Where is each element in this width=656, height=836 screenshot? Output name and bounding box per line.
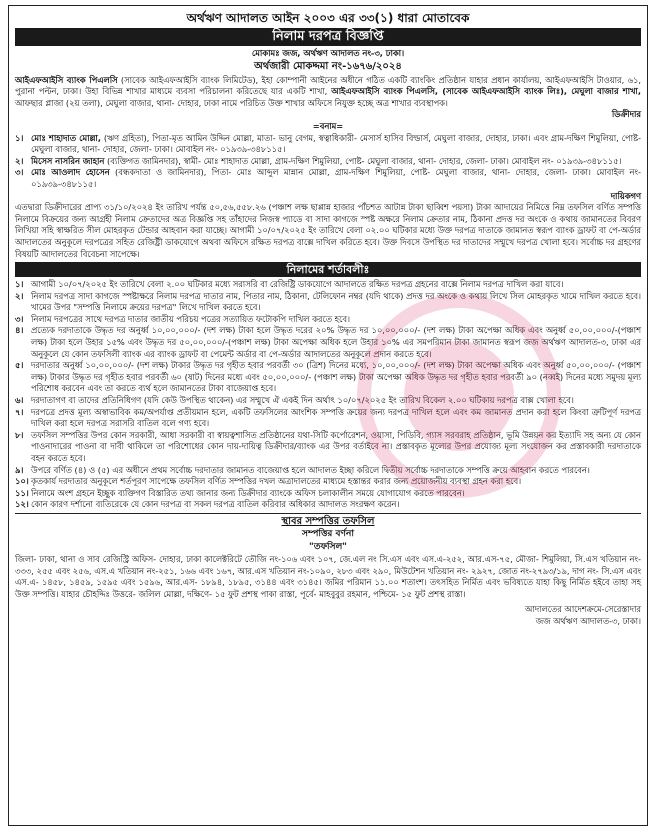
debtor-item <box>15 156 641 168</box>
branch-name: আইএফআইসি ব্যাংক পিএলসি, (সাবেক আইএফআইসি ব্যাংক লিঃ), মেঘুলা বাজার শাখা, <box>331 86 641 97</box>
term-number: ৬। <box>15 395 24 406</box>
term-text: কোন কারণ দর্শানো ব্যতিরেকে যে কোন দরপত্র বা সকল দরপত্র বাতিল করিবার অধিকার আদালত সংরক্ষণ করেন। <box>31 499 400 510</box>
intro-text: (সাবেক আইএফআইসি ব্যাংক লিমিটেড), ইহা কোম্পানী আইনের অধীনে গঠিত একটি ব্যাংকিং প্রতিষ্ঠান যাহার প্রধান কার্যালয়, আইএফআইসি টাওয়ার, ৬১, পুরানা পল্টন, ঢাকা। উহা বিভিন্ন শাখার মাধ্যমে ব্যবসা পরিচালনা করিতেছে যার একটি শাখা, <box>15 74 642 97</box>
main-paragraph: এতদ্বারা ডিক্রীদারের প্রাপ্য ৩১/১০/২০২৪ ইং তারিখ পর্যন্ত ৫০,৫৬,৫৫৮.২৬ (পঞ্চাশ লক্ষ ছাপ্পান্ন হাজার পাঁচশত আটান্ন টাকা ছাব্বিশ পয়সা) টাকা আদায়ের নিমিত্তে নিম্ন তফসিল বর্ণিত সম্পত্তি নিলামে বিক্রয়ের জন্য আগ্রহী নিলাম ক্রেতাদের অত্র বিজ্ঞপ্তি সহ তাঁহাদের নিজস্ব প্যাডে বা সাদা কাগজে স্পষ্ট অক্ষরে নিলাম ক্রেতার নাম, ঠিকানা প্রদত্ত দর অংকে ও কথায় জামানতের বিবরণ লিখিয়া সহি স্বাক্ষরিত সীল মোহরকৃত টেন্ডার আহবান করা যাচ্ছে। আগামী ১০/০৭/২০২৫ ইং তারিখে বেলা ০২.০০ ঘটিকার মধ্যে উক্ত দরপত্র দাতাকে জামানত স্বরূপ ব্যাংক ড্রাফট বা পে-অর্ডার আদালতের অনুকূলে দরপত্রের সহিত রেজিষ্ট্রী ডাকযোগে অথবা অফিসে রক্ষিত দরপত্র বাক্সে দাখিল করিতে হবে। উক্ত দিবসে উপস্থিত দর দাতাদের সম্মুখে দরপত্র খোলা হবে। সর্বোচ্চ দর গ্রহণের বিষয়টি আদালতের বিবেচনা সাপেক্ষে। <box>15 202 641 259</box>
schedule-title: স্থাবর সম্পত্তির তফসিল <box>281 515 375 527</box>
term-number: ১০। <box>15 476 29 487</box>
term-text: তফসিল সম্পত্তির উপর কোন সরকারী, আধা সরকারী বা স্বায়ত্বশাসিত প্রতিষ্ঠানের যথা-সিটি কর্পোরেশন, ওয়াসা, পিডিবি, গ্যাস সরবরাহ প্রতিষ্ঠান, ভূমি উন্নয়ন কর ইত্যাদি সহ অন্য যে কোন পাওনাদারের পাওনা বা দাবী থাকিলে তা পরিশোধের কোন দায়-দায়িত্ব ডিক্রীদার/ব্যাংক এর উপর বর্তাইবে না। প্রস্তাবকৃত মূল্যের উপর প্রযোজ্য মূল্য সংযোজন কর প্রস্তাবকারী দরদাতাকে বহন করতে হবে। <box>31 429 641 463</box>
intro-paragraph <box>15 75 641 110</box>
term-item <box>15 499 641 511</box>
term-item <box>15 360 641 395</box>
term-number: ৮। <box>15 429 24 440</box>
notice-page <box>8 5 648 826</box>
debtor-item <box>15 167 641 190</box>
bank-name: আইএফআইসি ব্যাংক পিএলসি <box>15 74 118 85</box>
debtor-number: ১। <box>15 132 24 143</box>
debtor-item <box>15 133 641 156</box>
act-line: অর্থঋণ আদালত আইন ২০০৩ এর ৩৩(১) ধারা মোতাবেক <box>186 11 470 25</box>
debtor-details: (বন্ধকদাতা ও জামিনদার), পিতা- মোঃ আব্দুল মান্নান মোল্লা, গ্রাম-দক্ষিণ শিমুলিয়া, পোষ্ট- মেঘুলা বাজার, থানা- দোহার, জেলা- ঢাকা। মোবাইল নং- ০১৯৩৯-৩৪৮১১৫। <box>31 167 641 189</box>
debtors-role: দায়িকগণ <box>610 190 641 201</box>
debtor-name: মিসেস নাসরিন জাহান <box>31 155 105 166</box>
term-number: ১। <box>15 279 24 290</box>
term-number: ১২। <box>15 499 29 510</box>
schedule-label: "তফসিল" <box>309 541 347 552</box>
signature-line-1: আদালতের আদেশক্রমে-সেরেস্তাদার <box>525 604 641 615</box>
debtor-number: ২। <box>15 155 24 166</box>
term-text: প্রত্যেক দরদাতাকে উদ্ধৃত দর অনুর্ধ্ব ১০,০০,০০০/- (দশ লক্ষ) টাকা হলে উদ্ধৃত দরের ২০% উদ্ধৃত দর ১০,০০,০০০/- (দশ লক্ষ) টাকা অপেক্ষা অধিক এবং অনুর্ধ্ব ৫০,০০,০০০/-(পঞ্চাশ লক্ষ) টাকা হলে উহার ১৫% এবং উদ্ধৃত দর ৫০,০০,০০০/-(পঞ্চাশ লক্ষ) টাকা অপেক্ষা অধিক হলে উহার ১০% এর সমপরিমান টাকা জামানত স্বরূপ জজ অর্থঋণ আদালত-৩, ঢাকা এর অনুকূলে যে কোন তফসিলী ব্যাংক এর ব্যাংক ড্রাফট বা পেমেন্ট অর্ডার বা পে-অর্ডার আদালতের অনুকূলে প্রদান করতে হবে। <box>31 325 641 359</box>
signature-block <box>15 604 641 627</box>
court-line: মোকামঃ জজ, অর্থঋণ আদালত নং-৩, ঢাকা। <box>251 48 405 58</box>
term-number: ৫। <box>15 360 24 371</box>
term-item <box>15 476 641 488</box>
term-item <box>15 465 641 477</box>
term-text: কৃতকার্য দরদাতার অনুকূলে শর্তপূরণ সাপেক্ষে তফসিল বর্ণিত সম্পত্তির দখল অত্রাদালতের মাধ্যমে হস্তান্তর করার জন্য প্রয়োজনীয় ব্যবস্থা গ্রহন করা হবে। <box>31 476 522 487</box>
term-item <box>15 314 641 326</box>
term-text: নিলামে অংশ গ্রহনে ইচ্ছুক ব্যক্তিগণ বিস্তারিত তথ্য জানার জন্য ডিক্রীদার ব্যাংকে অফিস চলাকালীন সময়ে যোগাযোগ করতে পারবেন। <box>31 487 465 498</box>
term-text: দরদাতার অনুর্ধ্ব ১০,০০,০০০/- (দশ লক্ষ) টাকার উদ্ধৃত দর গৃহীত হবার পরবর্তী ৩০ (ত্রিশ) দিনের মধ্যে, ১০,০০,০০০/- (দশ লক্ষ) টাকা অপেক্ষা অধিক এবং অনুর্ধ্ব ৫০,০০,০০০/- (পঞ্চাশ লক্ষ) টাকার উদ্ধৃত দর গৃহীত হবার পরবর্তী ৬০ (ষাট) দিনের মধ্যে এবং ৫০,০০,০০০/- (পঞ্চাশ লক্ষ) টাকা অপেক্ষা অধিক উদ্ধৃত দর গৃহীত হবার পরবর্তী ৯০ (নব্বই) দিনের মধ্যে সমুদয় মূল্য পরিশোধ করবেন এবং তা করতে ব্যর্থ হলে জামানতের টাকা বাজেয়াপ্ত হবে। <box>31 360 641 394</box>
term-number: ১১। <box>15 487 29 498</box>
term-number: ৯। <box>15 464 24 475</box>
term-text: আগামী ১০/০৭/২০২৫ ইং তারিখে বেলা ২.০০ ঘটিকার মধ্যে সরাসরি বা রেজিষ্ট্রি ডাকযোগে আদালতে রক্ষিত দরপত্র গ্রহনের বাক্সে নিলাম দরপত্র দাখিল করা যাবে। <box>31 279 564 290</box>
term-number: ৩। <box>15 313 24 324</box>
debtor-details: (ব্যক্তিগত জামিনদার), স্বামী- মোঃ শাহাদাত মোল্লা, গ্রাম-দক্ষিণ শিমুলিয়া, পোষ্ট- মেঘুলা বাজার, থানা- দোহার, জেলা- ঢাকা। মোবাইল নং- ০১৯৩৯-৩৪৮১১৫। <box>106 155 622 166</box>
notice-title: নিলাম দরপত্র বিজ্ঞপ্তি <box>15 28 641 46</box>
term-text: দরপত্রে প্রদত্ত মূল্য অস্বাভাবিক কম/অপর্যাপ্ত প্রতীয়মান হলে, একটি তফসিলের আংশিক সম্পত্তি ক্রয়ের জন্য দরপত্র দাখিল হলে এবং কম জামানত প্রদান করা হলে কিংবা ত্রুটিপূর্ণ দরপত্র দাখিল করা হলে দরপত্র সরাসরি বাতিল বলে গণ্য হবে। <box>31 406 641 429</box>
term-text: নিলাম দরপত্র সাদা কাগজে স্পষ্টাক্ষরে নিলাম দরপত্র দাতার নাম, পিতার নাম, ঠিকানা, টেলিফোন নম্বর (যদি থাকে) প্রদত্ত দর অংকে ও কথায় লিখে সিল মোহরকৃত খামে দাখিল করতে হবে। খামের উপর "সম্পত্তি নিলামে ক্রয়ের দরপত্র" লিখে দাখিল করতে হবে। <box>31 290 641 313</box>
term-item <box>15 325 641 360</box>
terms-list <box>15 279 641 511</box>
schedule-text: জিলা- ঢাকা, থানা ও সাব রেজিস্ট্রি অফিস- দোহার, ঢাকা কালেক্টরিটে তৌজি নং-১০৬ এবং ১০৭, জে.এল নং সি.এস এবং এস.এ-২৫২, আর.এস-৭৫, মৌজা- শিমুলিয়া, সি.এস খতিয়ান নং- ৩৩৩, ২৫৫ এবং ২৫৬, এস.এ খতিয়ান নং-২৫১, ১৬৬ এবং ১৬৭, আর.এস খতিয়ান নং-১০৯০, ২৮৩ এবং ২৯০, মিউটেশন খতিয়ান নং- ২৯২৭, জোত নং-২৭৯৩/১৯, দাগ নং- সি.এস এবং এস.এ- ১৪৫৮, ১৪৫৯, ১৫৯৫ এবং ১৫৯৬, আর.এস- ১৮৯৪, ১৮৯৫, ৩১৪৪ এবং ৩১৪৫। জমির পরিমান ১১.০০ শতাংশ। তৎসহিত নির্মিত এবং ভবিষ্যতে যাহা কিছু নির্মিত হইবে তাহা সহ উক্ত সম্পত্তি। যাহার চৌহদ্দিঃ উত্তরে- জলিল মোল্লা, দক্ষিণে- ১৫ ফুট প্রশস্থ পাকা রাস্তা, পূর্বে- মাহবুবুর রহমান, পশ্চিমে- ১৫ ফুট প্রশস্থ রাস্তা। <box>15 553 641 599</box>
schedule-subtitle: সম্পত্তির বর্ণনা <box>302 528 354 539</box>
term-number: ৪। <box>15 325 24 336</box>
term-number: ২। <box>15 290 24 301</box>
signature-line-2: জজ অর্থঋণ আদালত-৩, ঢাকা। <box>535 615 641 626</box>
term-text: নিলাম দরপত্রের সাথে দরপত্র দাতার জাতীয় পরিচয় পত্রের সত্যায়িত ফটোকপি দাখিল করতে হবে। <box>31 313 350 324</box>
debtor-list <box>15 133 641 191</box>
term-item <box>15 395 641 407</box>
schedule-section <box>15 513 641 600</box>
debtor-name: মোঃ আওলাদ হোসেন <box>31 167 110 178</box>
branch-rest: আফছার প্লাজা (২য় তলা), মেঘুলা বাজার, থানা- দোহার, ঢাকা নামে পরিচিত উক্ত শাখার অফিসে নিযুক্ত হচ্ছে অত্র শাখার ব্যবস্থাপক। <box>15 97 448 108</box>
debtor-number: ৩। <box>15 167 24 178</box>
term-number: ৭। <box>15 406 24 417</box>
term-item <box>15 291 641 314</box>
debtor-details: (ঋণ গ্রহিতা), পিতা-মৃত আমিন উদ্দিন মোল্লা, মাতা- ভানু বেগম, স্বত্বাধিকারী- মেসার্স হাসিব বিল্ডার্স, মেঘুলা বাজার, দোহার, ঢাকা। এবং গ্রাম-দক্ষিণ শিমুলিয়া, পোষ্ট- মেঘুলা বাজার, থানা- দোহার, জেলা- ঢাকা। মোবাইল নং- ০১৯৩৯-৩৪৮১১৫। <box>31 132 641 155</box>
term-item <box>15 488 641 500</box>
term-item <box>15 407 641 430</box>
case-number: অর্থজারী মোকদ্দমা নং-১৬৭৬/২০২৪ <box>254 60 402 72</box>
debtor-name: মোঃ শাহাদাত মোল্লা, <box>31 132 101 143</box>
term-item <box>15 430 641 465</box>
versus-line: =বনাম= <box>312 120 344 131</box>
term-text: দরদাতাগণ বা তাদের প্রতিনিধিগণ (যদি কেউ উপস্থিত থাকেন) এর সম্মুখে ঐ একই দিন অর্থাৎ ১০/০৭/২০২৫ ইং তারিখ বিকেল ২.০০ ঘটিকায় দরপত্র বাক্স খোলা হবে। <box>31 395 574 406</box>
term-item <box>15 279 641 291</box>
decree-holder-role: ডিক্রীদার <box>611 109 641 120</box>
term-text: উপরে বর্ণিত (৪) ও (৫) এর অধীনে প্রথম সর্বোচ্চ দরদাতার জামানত বাজেয়াপ্ত হলে আদালত ইচ্ছা করিলে দ্বিতীয় সর্বোচ্চ দরদাতাকে সম্পত্তি ক্রয়ে আহবান করতে পারবেন। <box>31 464 590 475</box>
terms-title: নিলামের শর্তাবলীঃ <box>15 262 641 277</box>
